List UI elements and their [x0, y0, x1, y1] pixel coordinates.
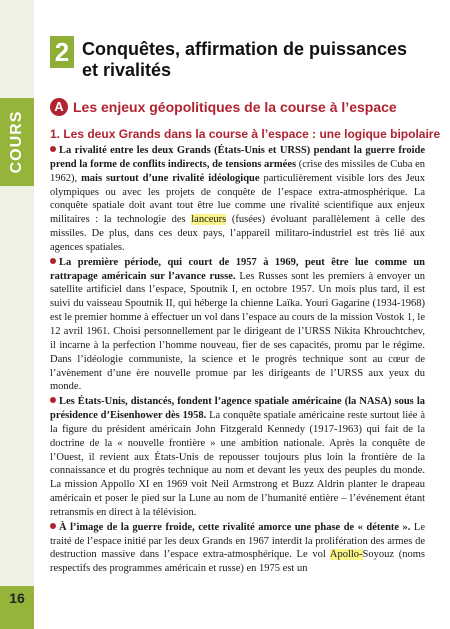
- page-number: 16: [9, 590, 25, 606]
- bold-text: mais surtout d’une rivalité idéologique: [81, 172, 260, 184]
- bullet-icon: [50, 146, 56, 152]
- body-text: [50, 144, 425, 577]
- bullet-icon: [50, 258, 56, 264]
- bold-text: Les États-Unis, distancés, fondent l’agence spatiale américaine (la NASA) sous la présidence d’Eisenhower dès 1958.: [50, 396, 425, 422]
- sidebar-tab: [0, 98, 34, 186]
- bold-text: La première période, qui court de 1957 à 1969, peut être lue comme un rattrapage américain sur l’avance russe.: [50, 256, 425, 282]
- subheading-1: 1. Les deux Grands dans la course à l’espace : une logique bipolaire: [50, 127, 441, 141]
- text-run: Le traité de l’espace initié par les deux Grands en 1967 interdit la prolifération des armes de destruction massive dans l’espace extra-atmosphérique. Le vol: [50, 521, 425, 561]
- bold-text: La rivalité entre les deux Grands (États-Unis et URSS) pendant la guerre froide prend la forme de conflits indirects, de tensions armées: [50, 145, 425, 170]
- paragraph: [50, 144, 425, 255]
- paragraph: [50, 395, 425, 520]
- paragraph: [50, 256, 425, 394]
- text-run: particulièrement visible lors des Jeux olympiques ou avec les projets de conquête de l’espace extra-atmosphérique. La conquête spatiale doit avant tout être lue comme une rivalité scientifique aux enjeux militaires : la technologie des: [50, 172, 425, 226]
- highlighted-text: lanceurs: [191, 214, 227, 226]
- section-title: Conquêtes, affirmation de puissances et rivalités: [82, 39, 408, 80]
- text-run: Soyouz (noms respectifs des programmes américain et russe) en 1975 est un: [50, 549, 425, 575]
- text-run: (crise des missiles de Cuba en 1962),: [50, 158, 425, 184]
- bullet-icon: [50, 523, 56, 529]
- text-run: (fusées) évoluant parallèlement à celle des missiles. De plus, dans ces deux pays, l’appareil militaro-industriel est très lié aux agences spatiales.: [50, 214, 425, 253]
- bullet-icon: [50, 397, 56, 403]
- section-number: 2: [50, 36, 74, 68]
- paragraph: [50, 521, 425, 576]
- highlighted-text: Apollo-: [329, 549, 363, 561]
- sidebar-tab-label: COURS: [8, 110, 25, 174]
- sidebar: [0, 0, 34, 629]
- bold-text: À l’image de la guerre froide, cette rivalité amorce une phase de « détente ».: [59, 521, 411, 533]
- subsection-title: Les enjeux géopolitiques de la course à l’espace: [73, 99, 397, 115]
- text-run: Les Russes sont les premiers à envoyer un satellite artificiel dans l’espace, Spoutnik I, en octobre 1957. Un mois plus tard, il est suivi du vaisseau Spoutnik II, qui héberge la chienne Laïka. Youri Gagarine (1934-1968) est le premier homme à effectuer un vol dans l’espace au cours de la mission Vostok 1, le 12 avril 1961. Choisi personnellement par le dirigeant de l’URSS Nikita Khrouchtchev, il incarne à la perfection l’homme nouveau, fier de ses capacités, promu par le régime. Dans l’idéologie communiste, la science et le progrès technique sont au cœur de l’avènement d’une ère nouvelle promue par les dirigeants de l’URSS aux yeux du monde.: [50, 270, 425, 393]
- text-run: La conquête spatiale américaine reste surtout liée à la figure du président américain John Fitzgerald Kennedy (1917-1963) qui fait de la doctrine de la « nouvelle frontière » une ambition nationale. Après la conquête de l’Ouest, il revient aux États-Unis de repousser toujours plus loin la frontière de la connaissance et du progrès technique au nom et devant les yeux des peuples du monde. La mission Appollo XI en 1969 voit Neil Armstrong et Buzz Aldrin planter le drapeau américain et poser le pied sur la Lune au nom de l’humanité entière – l’événement étant retransmis en direct à la télévision.: [50, 410, 425, 518]
- subsection-letter-badge: A: [50, 98, 68, 116]
